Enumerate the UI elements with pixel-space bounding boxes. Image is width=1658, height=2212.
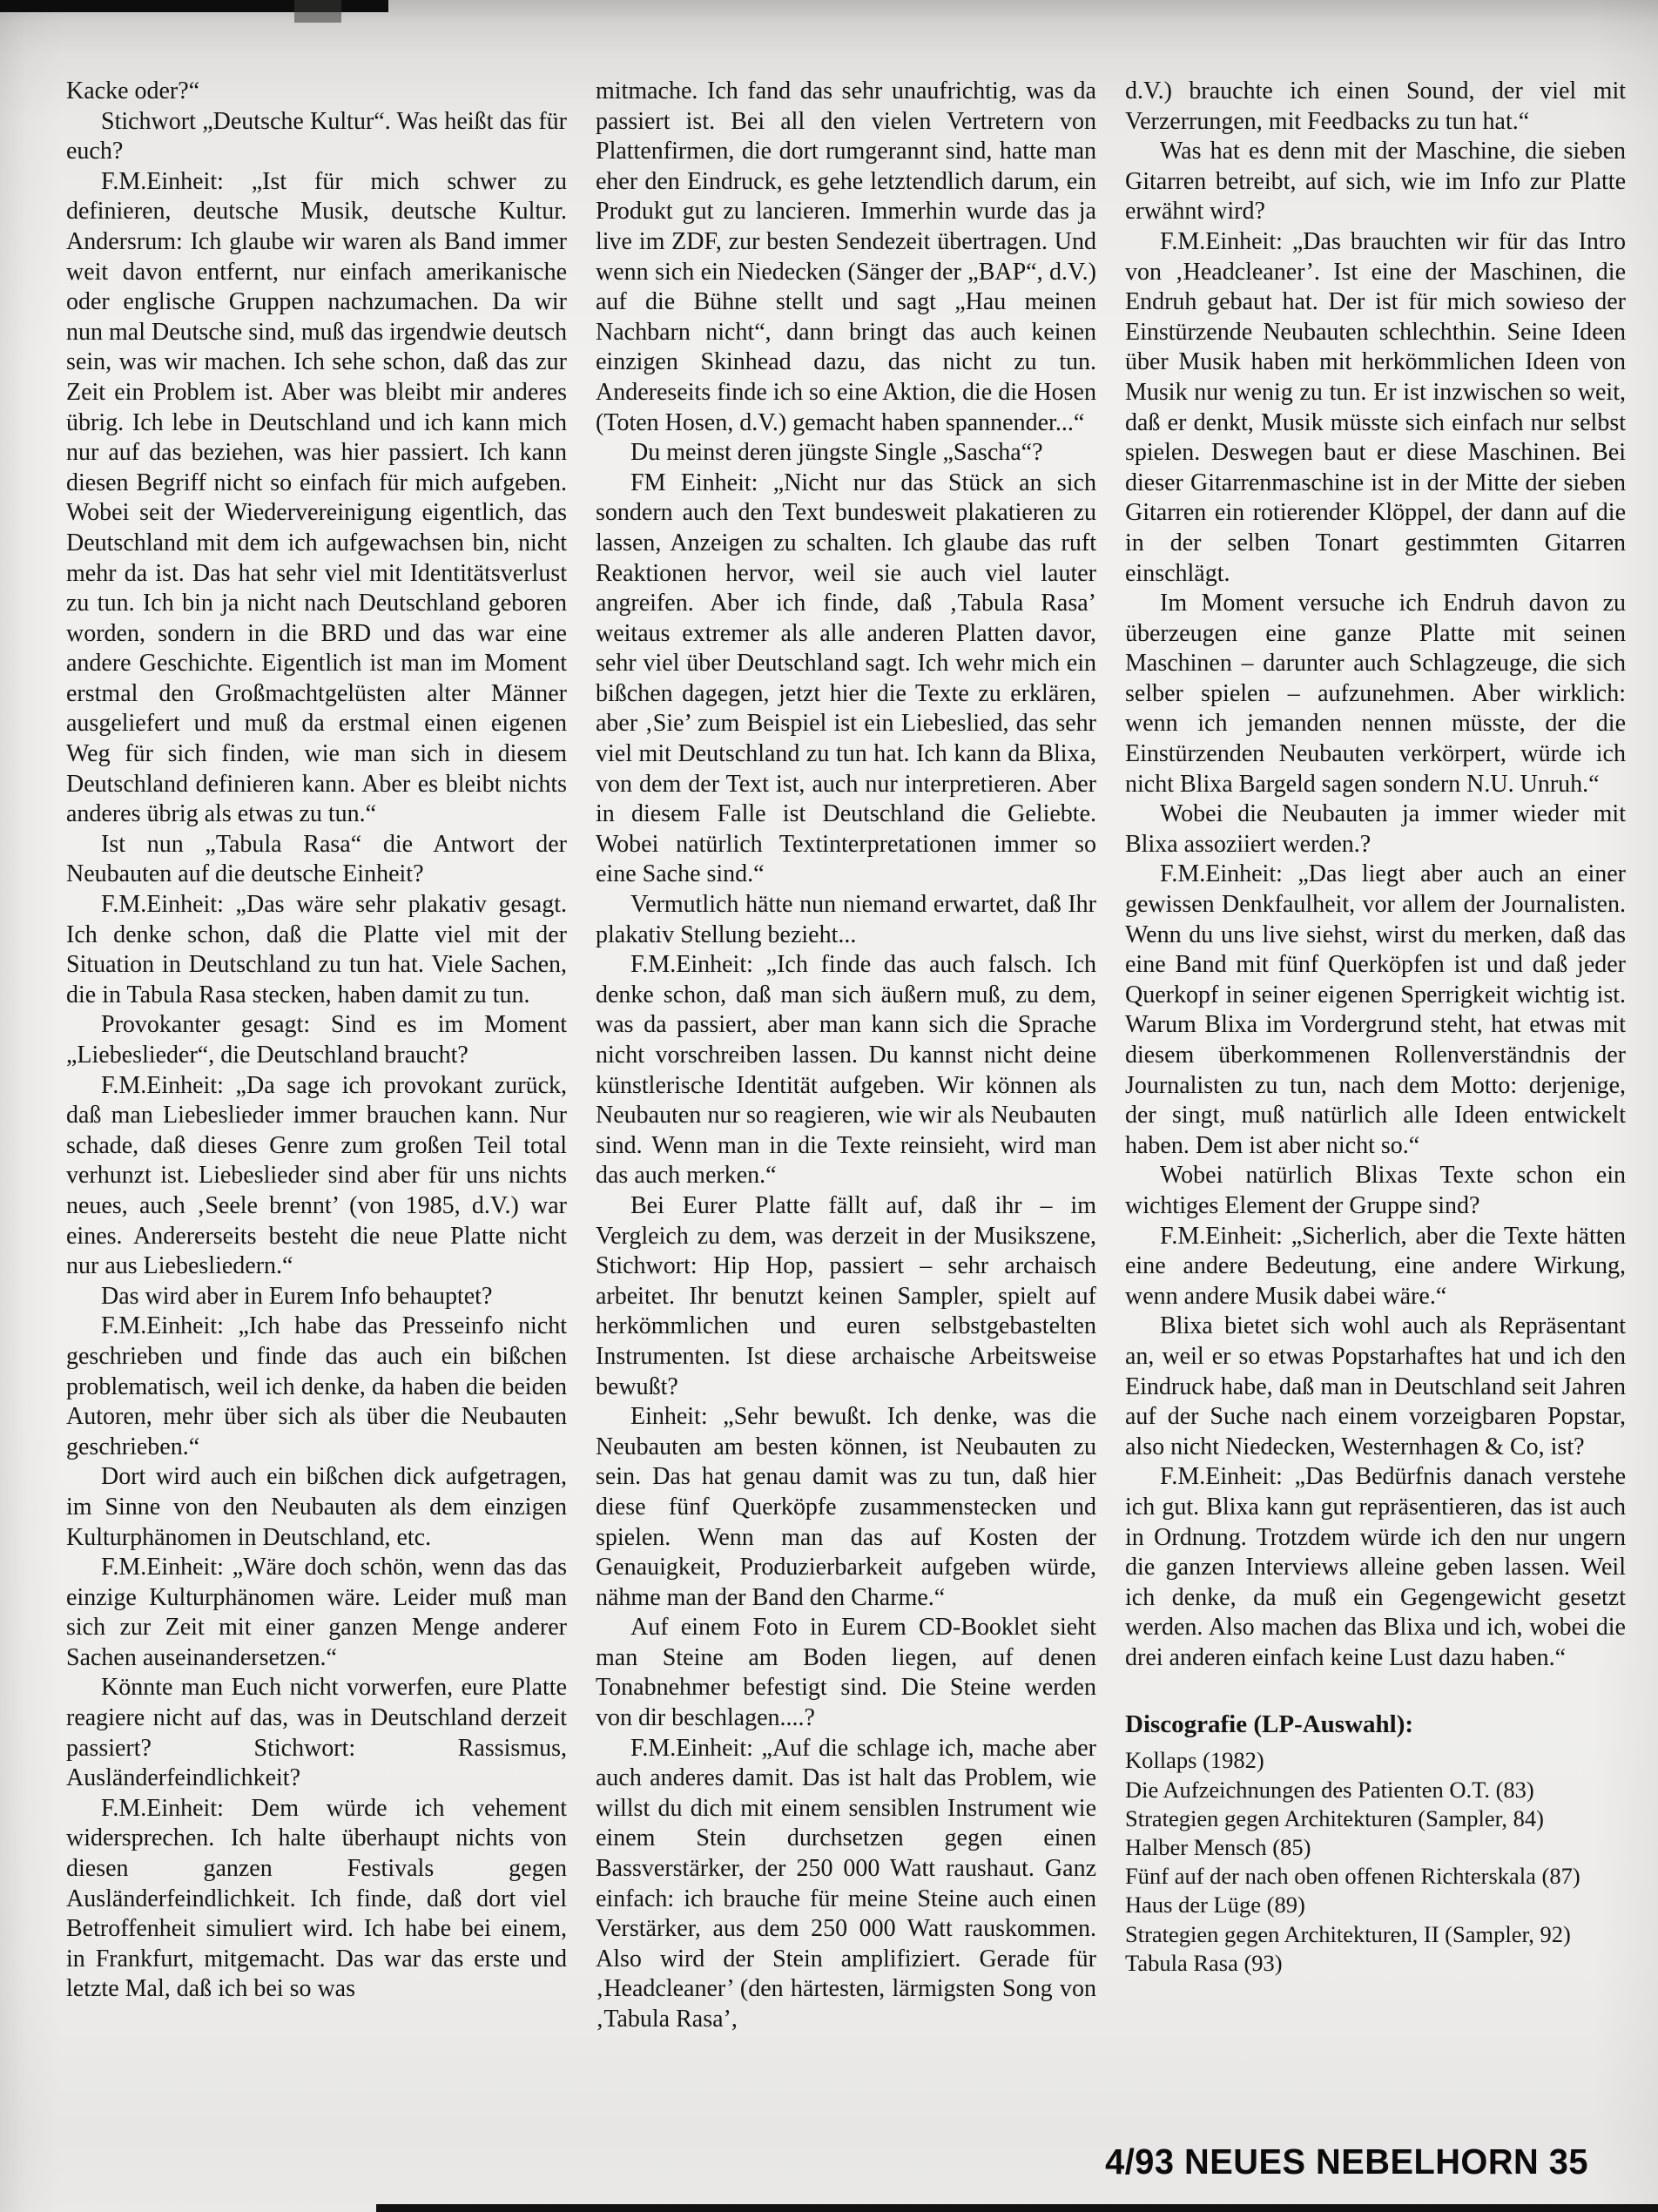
paragraph: F.M.Einheit: „Das brauchten wir für das Intro von ‚Headcleaner’. Ist eine der Maschinen, die Endruh gebaut hat. Der ist für mich sowieso der Einstürzende Neubauten schlechthin. Seine Ideen über Musik haben mit herkömmlichen Ideen von Musik nur wenig zu tun. Er ist inzwischen so weit, daß er denkt, Musik müsste sich einfach nur selbst spielen. Deswegen baut er diese Maschinen. Bei dieser Gitarrenmaschine ist in der Mitte der sieben Gitarren ein rotierender Klöppel, der dann auf die in der selben Tonart gestimmten Gitarren einschlägt. — [1125, 227, 1626, 587]
text-column-2 — [596, 77, 1096, 2035]
paragraph: FM Einheit: „Nicht nur das Stück an sich sondern auch den Text bundesweit plakatieren zu lassen, Anzeigen zu schalten. Ich glaube das ruft Reaktionen hervor, weil sie auch viel lauter angreifen. Aber ich finde, daß ‚Tabula Rasa’ weitaus extremer als alle anderen Platten davor, sehr viel über Deutschland sagt. Ich wehr mich ein bißchen dagegen, jetzt hier die Texte zu erklären, aber ‚Sie’ zum Beispiel ist ein Liebeslied, das sehr viel mit Deutschland zu tun hat. Ich kann da Blixa, von dem der Text ist, auch nur interpretieren. Aber in diesem Falle ist Deutschland die Geliebte. Wobei natürlich Textinterpretationen immer so eine Sache sind.“ — [596, 469, 1096, 888]
discography-item: Strategien gegen Architekturen (Sampler, 84) — [1125, 1804, 1544, 1831]
discography-item: Die Aufzeichnungen des Patienten O.T. (83) — [1125, 1776, 1534, 1803]
discography-item: Fünf auf der nach oben offenen Richterskala (87) — [1125, 1863, 1580, 1890]
text-column-1 — [66, 77, 567, 2035]
paragraph: Wobei natürlich Blixas Texte schon ein wichtiges Element der Gruppe sind? — [1125, 1162, 1626, 1219]
discography-item: Tabula Rasa (93) — [1125, 1949, 1283, 1976]
paragraph: F.M.Einheit: „Wäre doch schön, wenn das das einzige Kulturphänomen wäre. Leider muß man sich zur Zeit mit einer ganzen Menge anderer Sachen auseinandersetzen.“ — [66, 1554, 567, 1671]
scan-artifact-top-nub — [294, 0, 341, 23]
paragraph: F.M.Einheit: „Auf die schlage ich, mache aber auch anderes damit. Das ist halt das Problem, wie willst du dich mit einem sensiblen Instrument wie einem Stein durchsetzen gegen einen Bassverstärker, der 250 000 Watt raushaut. Ganz einfach: ich brauche für meine Steine auch einen Verstärker, aus dem 250 000 Watt rauskommen. Also wird der Stein amplifiziert. Gerade für ‚Headcleaner’ (den härtesten, lärmigsten Song von ‚Tabula Rasa’, — [596, 1734, 1096, 2033]
paragraph: F.M.Einheit: „Das liegt aber auch an einer gewissen Denkfaulheit, vor allem der Journalisten. Wenn du uns live siehst, wirst du merken, daß das eine Band mit fünf Querköpfen ist und daß jeder Querkopf in seiner eigenen Sperrigkeit wichtig ist. Warum Blixa im Vordergrund steht, hat etwas mit diesem überkommenen Rollenverständnis der Journalisten zu tun, nach dem Motto: derjenige, der singt, muß natürlich alle Ideen entwickelt haben. Dem ist aber nicht so.“ — [1125, 860, 1626, 1159]
paragraph: Provokanter gesagt: Sind es im Moment „Liebeslieder“, die Deutschland braucht? — [66, 1011, 567, 1069]
article-columns — [66, 77, 1627, 2035]
discography-list — [1125, 1746, 1626, 1978]
paragraph: Dort wird auch ein bißchen dick aufgetragen, im Sinne von den Neubauten als dem einzigen Kulturphänomen in Deutschland, etc. — [66, 1463, 567, 1551]
paragraph: F.M.Einheit: „Das Bedürfnis danach verstehe ich gut. Blixa kann gut repräsentieren, das ist auch in Ordnung. Trotzdem würde ich den nur ungern die ganzen Interviews alleine geben lassen. Weil ich denke, da muß ein Gegengewicht gesetzt werden. Also machen das Blixa und ich, wobei die drei anderen einfach keine Lust dazu haben.“ — [1125, 1463, 1626, 1671]
discography-item: Halber Mensch (85) — [1125, 1834, 1311, 1861]
paragraph: Könnte man Euch nicht vorwerfen, eure Platte reagiere nicht auf das, was in Deutschland derzeit passiert? Stichwort: Rassismus, Ausländerfeindlichkeit? — [66, 1674, 567, 1792]
paragraph: Ist nun „Tabula Rasa“ die Antwort der Neubauten auf die deutsche Einheit? — [66, 830, 567, 888]
paragraph: Kacke oder?“ — [66, 78, 200, 105]
paragraph: Auf einem Foto in Eurem CD-Booklet sieht man Steine am Boden liegen, auf denen Tonabnehmer befestigt sind. Die Steine werden von dir beschlagen....? — [596, 1614, 1096, 1732]
paragraph: d.V.) brauchte ich einen Sound, der viel mit Verzerrungen, mit Feedbacks zu tun hat.“ — [1125, 78, 1626, 135]
paragraph: mitmache. Ich fand das sehr unaufrichtig, was da passiert ist. Bei all den vielen Vertretern von Plattenfirmen, die dort rumgerannt sind, hatte man eher den Eindruck, es gehe letztendlich darum, ein Produkt gut zu lancieren. Immerhin wurde das ja live im ZDF, zur besten Sendezeit übertragen. Und wenn sich ein Niedecken (Sänger der „BAP“, d.V.) auf die Bühne stellt und sagt „Hau meinen Nachbarn nicht“, dann bringt das auch keinen einzigen Skinhead dazu, das nicht zu tun. Andereseits finde ich so eine Aktion, die die Hosen (Toten Hosen, d.V.) gemacht haben spannender...“ — [596, 78, 1096, 436]
scan-artifact-bottom-bar — [376, 2204, 1658, 2212]
paragraph: Stichwort „Deutsche Kultur“. Was heißt das für euch? — [66, 107, 567, 165]
paragraph: F.M.Einheit: Dem würde ich vehement widersprechen. Ich halte überhaupt nichts von diesen ganzen Festivals gegen Ausländerfeindlichkeit. Ich finde, daß dort viel Betroffenheit simuliert wird. Ich habe bei einem, in Frankfurt, mitgemacht. Das war das erste und letzte Mal, daß ich bei so was — [66, 1794, 567, 2003]
discography-item: Haus der Lüge (89) — [1125, 1892, 1305, 1919]
paragraph: Einheit: „Sehr bewußt. Ich denke, was die Neubauten am besten können, ist Neubauten zu sein. Das hat genau damit was zu tun, daß hier diese fünf Querköpfe zusammenstecken und spielen. Wenn man das auf Kosten der Genauigkeit, Produzierbarkeit aufgeben würde, nähme man der Band den Charme.“ — [596, 1403, 1096, 1611]
paragraph: Wobei die Neubauten ja immer wieder mit Blixa assoziiert werden.? — [1125, 800, 1626, 858]
paragraph: F.M.Einheit: „Ich habe das Presseinfo nicht geschrieben und finde das auch ein bißchen problematisch, weil ich denke, da haben die beiden Autoren, mehr über sich als über die Neubauten geschrieben.“ — [66, 1312, 567, 1460]
text-column-3-paragraphs — [1125, 77, 1626, 1673]
paragraph: F.M.Einheit: „Ist für mich schwer zu definieren, deutsche Musik, deutsche Kultur. Andersrum: Ich glaube wir waren als Band immer weit davon entfernt, nur einfach amerikanische oder englische Gruppen nachzumachen. Da wir nun mal Deutsche sind, muß das irgendwie deutsch sein, was wir machen. Ich sehe schon, daß das zur Zeit ein Problem ist. Aber was bleibt mir anderes übrig. Ich lebe in Deutschland und ich kann mich nur auf das beziehen, was hier passiert. Ich kann diesen Begriff nicht so einfach für mich aufgeben. Wobei seit der Wiedervereinigung eigentlich, das Deutschland mit dem ich aufgewachsen bin, nicht mehr da ist. Das hat sehr viel mit Identitätsverlust zu tun. Ich bin ja nicht nach Deutschland geboren worden, sondern in die BRD und das war eine andere Geschichte. Eigentlich ist man im Moment erstmal den Großmachtgelüsten alter Männer ausgeliefert und muß da erstmal einen eigenen Weg für sich finden, wie man sich in diesem Deutschland definieren kann. Aber es bleibt nichts anderes übrig als etwas zu tun.“ — [66, 167, 567, 828]
text-column-3 — [1125, 77, 1626, 2035]
discography-item: Strategien gegen Architekturen, II (Sampler, 92) — [1125, 1920, 1571, 1947]
discography-heading: Discografie (LP-Auswahl): — [1125, 1710, 1414, 1739]
paragraph: Was hat es denn mit der Maschine, die sieben Gitarren betreibt, auf sich, wie im Info zur Platte erwähnt wird? — [1125, 138, 1626, 226]
paragraph: F.M.Einheit: „Da sage ich provokant zurück, daß man Liebeslieder immer brauchen kann. Nur schade, daß dieses Genre zum großen Teil total verhunzt ist. Liebeslieder sind aber für uns nichts neues, auch ‚Seele brennt’ (von 1985, d.V.) war eines. Andererseits besteht die neue Platte nicht nur aus Liebesliedern.“ — [66, 1071, 567, 1280]
paragraph: Bei Eurer Platte fällt auf, daß ihr – im Vergleich zu dem, was derzeit in der Musikszene, Stichwort: Hip Hop, passiert – sehr archaisch arbeitet. Ihr benutzt keinen Sampler, spielt auf herkömmlichen und euren selbstgebastelten Instrumenten. Ist diese archaische Arbeitsweise bewußt? — [596, 1191, 1096, 1400]
paragraph: F.M.Einheit: „Das wäre sehr plakativ gesagt. Ich denke schon, daß die Platte viel mit der Situation in Deutschland zu tun hat. Viele Sachen, die in Tabula Rasa stecken, haben damit zu tun. — [66, 891, 567, 1008]
paragraph: Blixa bietet sich wohl auch als Repräsentant an, weil er so etwas Popstarhaftes hat und ich den Eindruck habe, daß man in Deutschland seit Jahren auf der Suche nach einem vorzeigbaren Popstar, also nicht Niedecken, Westernhagen & Co, ist? — [1125, 1312, 1626, 1460]
footer-text: 4/93 NEUES NEBELHORN 35 — [1105, 2141, 1588, 2182]
paragraph: F.M.Einheit: „Sicherlich, aber die Texte hätten eine andere Bedeutung, eine andere Wirkung, wenn andere Musik dabei wäre.“ — [1125, 1222, 1626, 1310]
discography-section — [1125, 1710, 1626, 1978]
paragraph: Das wird aber in Eurem Info behauptet? — [101, 1282, 493, 1310]
paragraph: F.M.Einheit: „Ich finde das auch falsch. Ich denke schon, daß man sich äußern muß, zu dem, was da passiert, aber man kann sich die Sprache nicht vorschreiben lassen. Du kannst nicht deine künstlerische Identität aufgeben. Wir können als Neubauten nur so reagieren, wie wir als Neubauten sind. Wenn man in die Texte reinsieht, wird man das auch merken.“ — [596, 951, 1096, 1190]
paragraph: Du meinst deren jüngste Single „Sascha“? — [630, 439, 1043, 467]
discography-item: Kollaps (1982) — [1125, 1747, 1264, 1774]
paragraph: Im Moment versuche ich Endruh davon zu überzeugen eine ganze Platte mit seinen Maschinen – darunter auch Schlagzeuge, die sich selber spielen – aufzunehmen. Aber wirklich: wenn ich jemanden nennen müsste, der die Einstürzenden Neubauten verkörpert, würde ich nicht Blixa Bargeld sagen sondern N.U. Unruh.“ — [1125, 590, 1626, 798]
page-footer — [1105, 2141, 1588, 2182]
paragraph: Vermutlich hätte nun niemand erwartet, daß Ihr plakativ Stellung bezieht... — [596, 891, 1096, 948]
